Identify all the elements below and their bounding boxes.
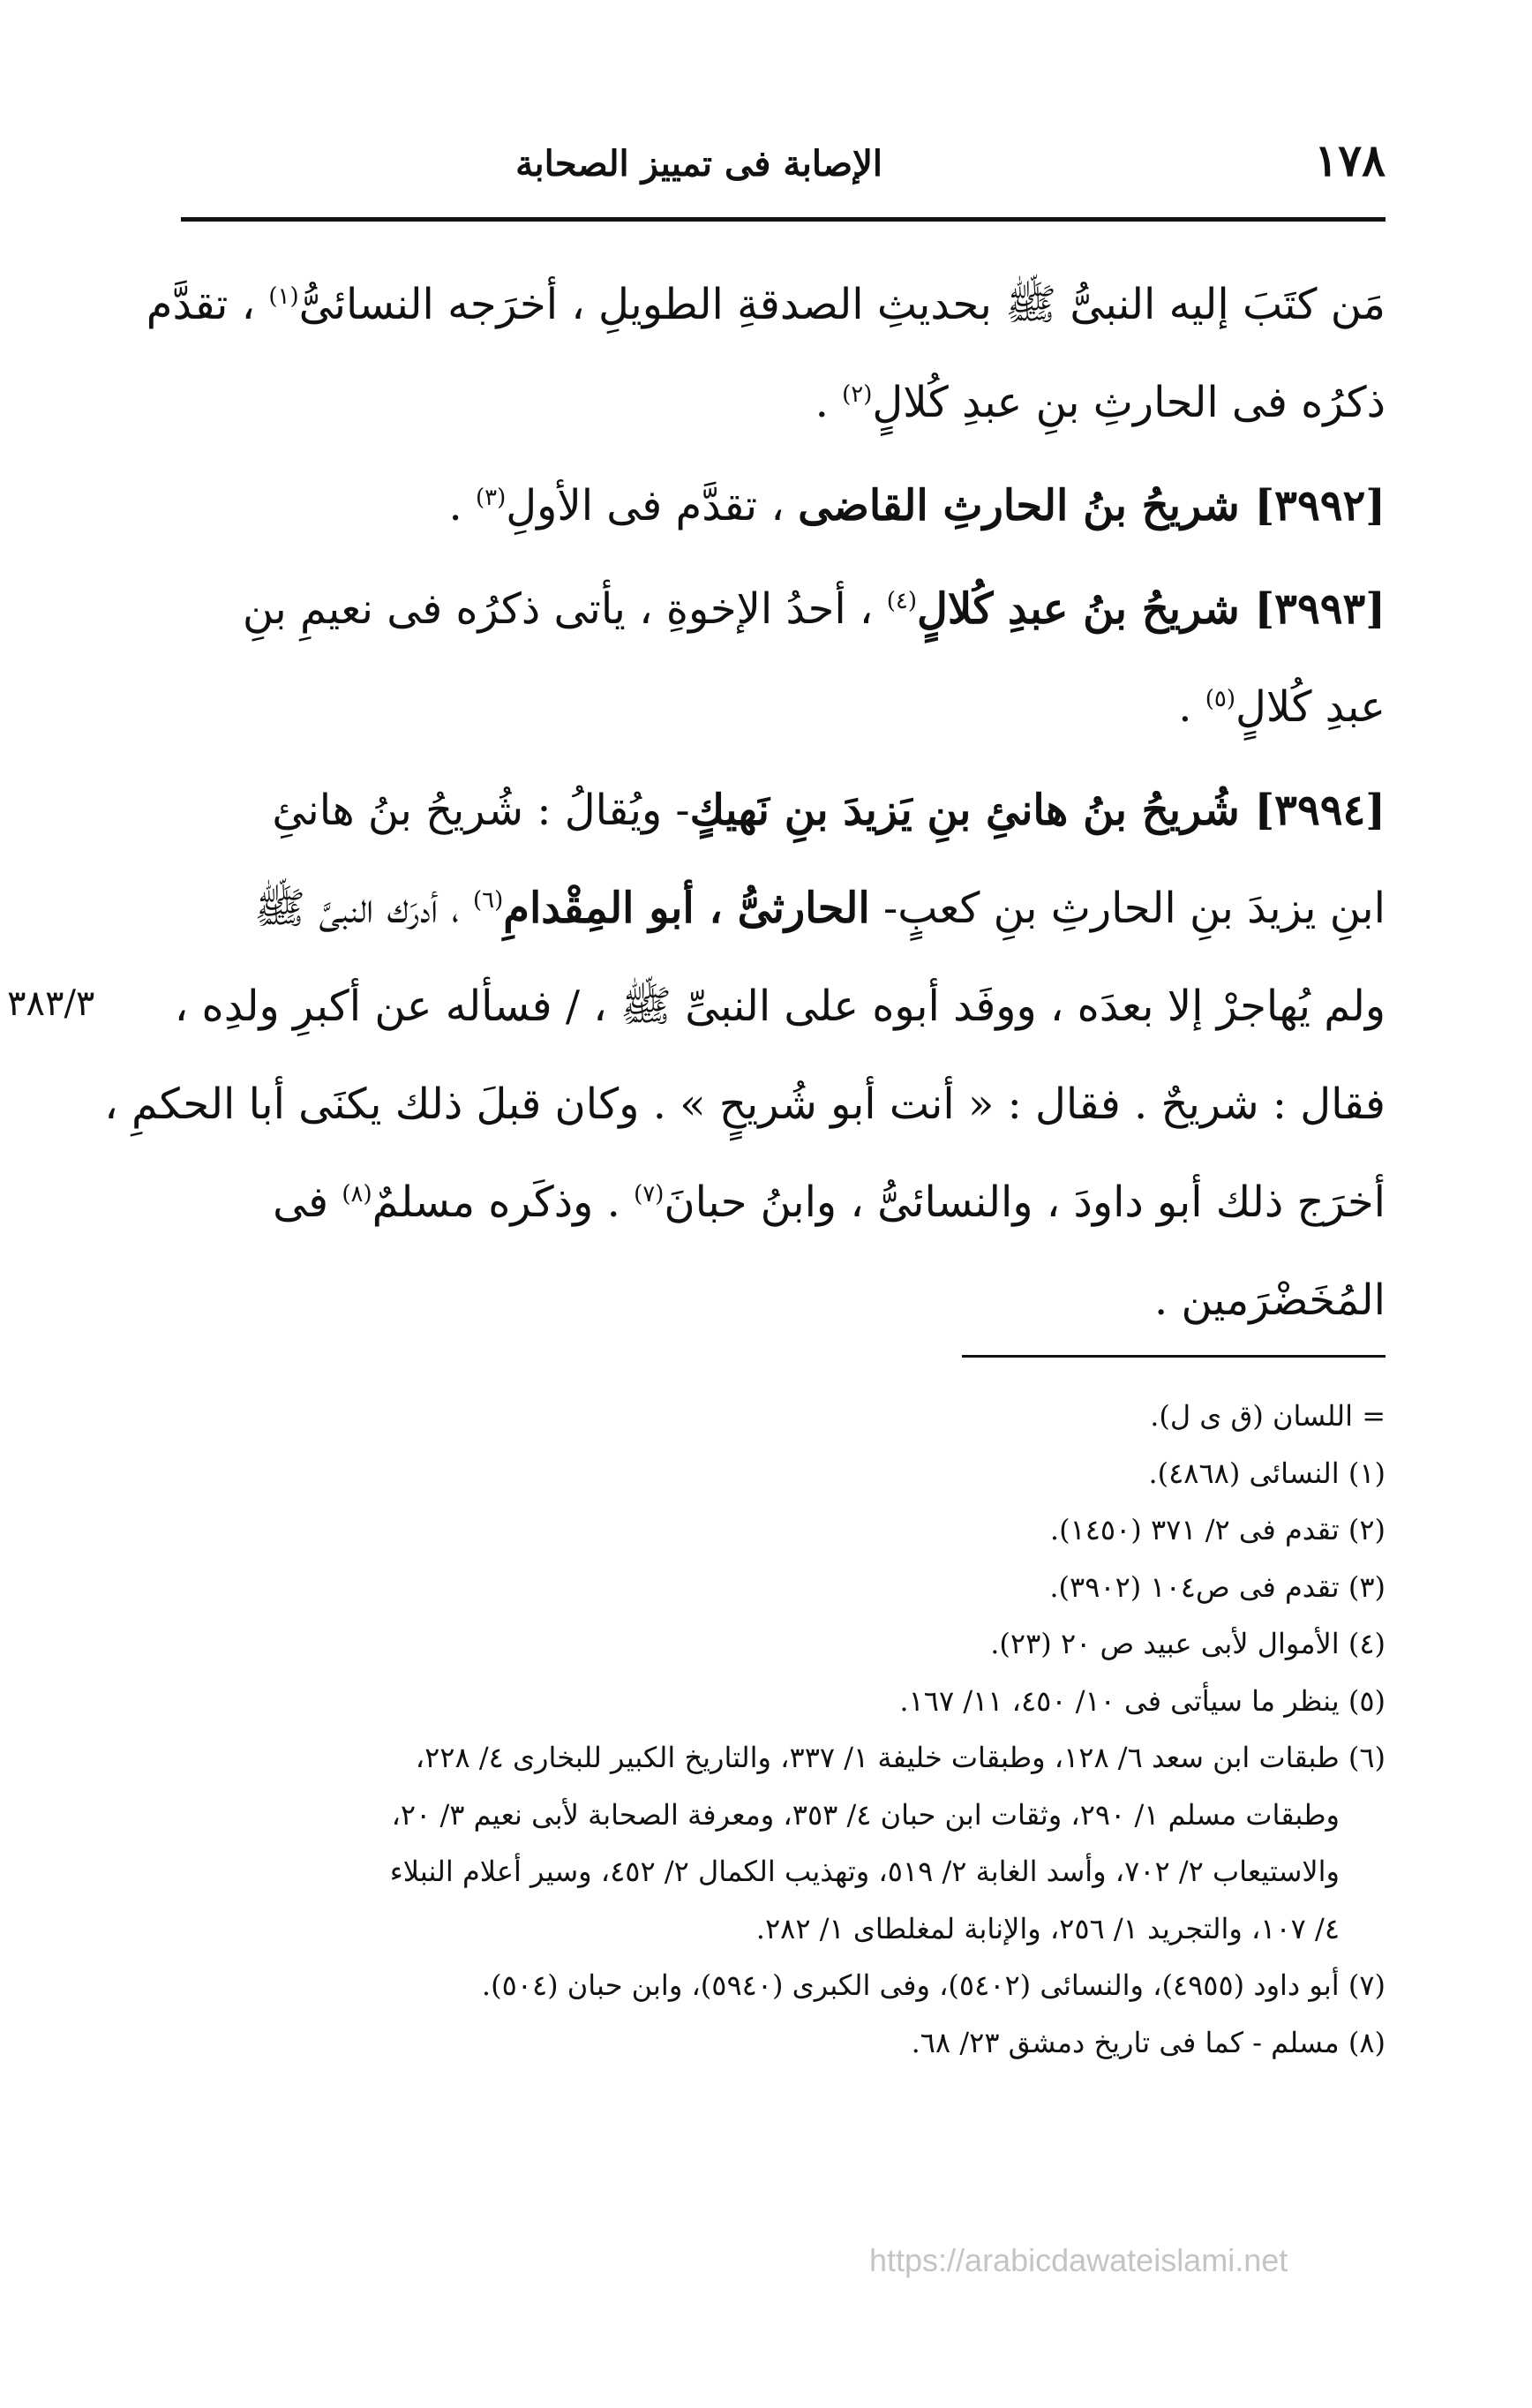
watermark-url: https://arabicdawateislami.net xyxy=(869,2242,1288,2278)
running-title: الإصابة فى تمييز الصحابة xyxy=(515,143,882,184)
entry-heading: [٣٩٩٢] شريحُ بنُ الحارثِ القاضى xyxy=(798,481,1386,531)
footnote-ref: (٧) xyxy=(634,1181,665,1208)
footnote: (٤) الأموال لأبى عبيد ص ٢٠ (٢٣). xyxy=(990,1627,1386,1660)
footnote-continuation: والاستيعاب ٢/ ٧٠٢، وأسد الغابة ٢/ ٥١٩، وتهذيب الكمال ٢/ ٤٥٢، وسير أعلام النبلاء xyxy=(389,1855,1340,1888)
text-line: عبدِ كُلالٍ$^{(٥)}$ . xyxy=(1178,682,1386,732)
footnote-ref: (٥) xyxy=(1205,686,1236,712)
entry-3994 xyxy=(104,762,1386,1350)
margin-volume-page-note: ٣٨٣/٣ xyxy=(7,983,95,1024)
footnote-ref: (٣) xyxy=(475,485,507,511)
footnote: = اللسان (ق ى ل). xyxy=(1150,1399,1386,1433)
entry-3993 xyxy=(181,561,1386,756)
text-line: ذكرُه فى الحارثِ بنِ عبدِ كُلالٍ$^{(٢)}$ . xyxy=(815,378,1386,427)
page-number: ١٧٨ xyxy=(1314,134,1386,186)
page-header xyxy=(181,132,1386,194)
footnote: (٧) أبو داود (٤٩٥٥)، والنسائى (٥٤٠٢)، وفى الكبرى (٥٩٤٠)، وابن حبان (٥٠٤). xyxy=(481,1968,1386,2002)
footnote: (٨) مسلم - كما فى تاريخ دمشق ٢٣/ ٦٨. xyxy=(911,2025,1386,2059)
footnotes xyxy=(181,1388,1386,2071)
text-line: مَن كتَبَ إليه النبىُّ ﷺ بحديثِ الصدقةِ الطويلِ ، أخرَجه النسائىُّ$^{(١)}$ ، تقدَّم xyxy=(146,280,1386,329)
main-text xyxy=(104,256,1386,1350)
header-rule xyxy=(181,217,1386,222)
text-line: فقال : شريحٌ . فقال : « أنت أبو شُريحٍ » . وكان قبلَ ذلك يكنَى أبا الحكمِ ، xyxy=(104,1080,1386,1129)
footnote: (٣) تقدم فى ص١٠٤ (٣٩٠٢). xyxy=(1049,1569,1386,1604)
footnote-ref: (٦) xyxy=(472,887,504,914)
footnote: (٢) تقدم فى ٢/ ٣٧١ (١٤٥٠). xyxy=(1049,1513,1386,1546)
footnote-ref: (٤) xyxy=(886,588,917,614)
footnote-continuation: ٤/ ١٠٧، والتجريد ١/ ٢٥٦، والإنابة لمغلطاى ١/ ٢٨٢. xyxy=(755,1911,1340,1945)
footnote-continuation: وطبقات مسلم ١/ ٢٩٠، وثقات ابن حبان ٤/ ٣٥٣، ومعرفة الصحابة لأبى نعيم ٣/ ٢٠، xyxy=(391,1797,1340,1832)
footnote-ref: (١) xyxy=(268,283,299,310)
footnote-ref: (٨) xyxy=(342,1181,372,1208)
text-line: ابنِ يزيدَ بنِ الحارثِ بنِ كعبٍ- الحارثىُّ ، أبو المِقْدامِ$^{(٦)}$ ، أدرَك النبىَّ ﷺ xyxy=(254,884,1386,933)
text-line: المُخَضْرَمين . xyxy=(1153,1275,1386,1325)
text-line: [٣٩٩٢] شريحُ بنُ الحارثِ القاضى ، تقدَّم فى الأولِ$^{(٣)}$ . xyxy=(448,481,1386,531)
text-line: [٣٩٩٤] شُريحُ بنُ هانئِ بنِ يَزيدَ بنِ نَهيكٍ- ويُقالُ : شُريحُ بنُ هانئِ xyxy=(272,786,1386,835)
text-line: ولم يُهاجرْ إلا بعدَه ، ووفَد أبوه على النبىِّ ﷺ ، / فسأله عن أكبرِ ولدِه ، xyxy=(174,982,1386,1031)
text-line: أخرَج ذلك أبو داودَ ، والنسائىُّ ، وابنُ حبانَ$^{(٧)}$ . وذكَره مسلمٌ$^{(٨)}$ فى xyxy=(273,1178,1386,1227)
footnote: (٦) طبقات ابن سعد ٦/ ١٢٨، وطبقات خليفة ١/ ٣٣٧، والتاريخ الكبير للبخارى ٤/ ٢٢٨، xyxy=(415,1741,1386,1774)
footnote-rule xyxy=(962,1355,1386,1358)
text-line: [٣٩٩٣] شريحُ بنُ عبدِ كُلالٍ$^{(٤)}$ ، أحدُ الإخوةِ ، يأتى ذكرُه فى نعيمِ بنِ xyxy=(242,584,1386,634)
paragraph-intro xyxy=(146,256,1386,452)
entry-heading: [٣٩٩٣] شريحُ بنُ عبدِ كُلالٍ xyxy=(916,584,1386,634)
entry-heading: [٣٩٩٤] شُريحُ بنُ هانئِ بنِ يَزيدَ بنِ نَهيكٍ xyxy=(689,786,1386,835)
entry-3992 xyxy=(181,457,1386,555)
footnote-ref: (٢) xyxy=(842,381,873,408)
footnote: (٥) ينظر ما سيأتى فى ١٠/ ٤٥٠، ١١/ ١٦٧. xyxy=(899,1683,1386,1718)
footnote: (١) النسائى (٤٨٦٨). xyxy=(1148,1456,1386,1490)
